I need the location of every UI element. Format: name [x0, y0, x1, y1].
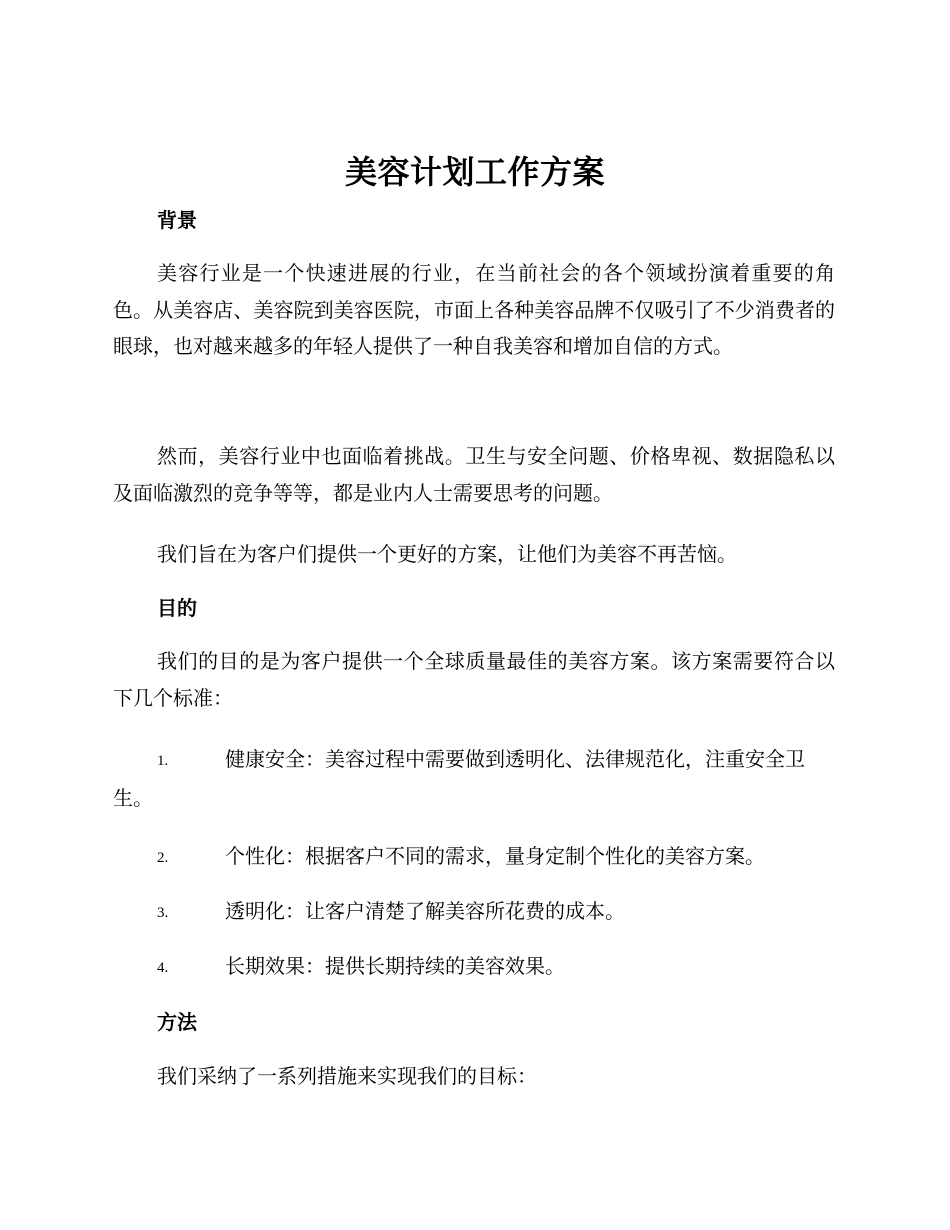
- list-number: 2.: [157, 850, 169, 866]
- goal-intro-paragraph: 我们的目的是为客户提供一个全球质量最佳的美容方案。该方案需要符合以下几个标准：: [113, 649, 835, 710]
- list-number: 1.: [157, 753, 169, 769]
- goal-list-item-4: [113, 948, 835, 987]
- list-number: 3.: [157, 905, 169, 921]
- list-item-text: 个性化：根据客户不同的需求，量身定制个性化的美容方案。: [225, 844, 765, 868]
- section-heading-background: 背景: [157, 208, 197, 232]
- document-title: 美容计划工作方案: [344, 153, 605, 191]
- method-intro-paragraph: 我们采纳了一系列措施来实现我们的目标：: [157, 1064, 537, 1088]
- section-heading-goal: 目的: [157, 596, 197, 620]
- section-heading-method: 方法: [157, 1010, 197, 1034]
- background-paragraph-3: 我们旨在为客户们提供一个更好的方案，让他们为美容不再苦恼。: [157, 542, 737, 566]
- background-paragraph-2: 然而，美容行业中也面临着挑战。卫生与安全问题、价格卑视、数据隐私以及面临激烈的竞争等等，都是业内人士需要思考的问题。: [113, 444, 835, 505]
- list-number: 4.: [157, 960, 169, 976]
- list-item-text: 长期效果：提供长期持续的美容效果。: [225, 954, 565, 978]
- goal-list-item-2: [113, 838, 835, 877]
- goal-list-item-3: [113, 893, 835, 932]
- goal-list-item-1: [113, 741, 835, 816]
- list-item-text: 透明化：让客户清楚了解美容所花费的成本。: [225, 899, 625, 923]
- list-item-text: 健康安全：美容过程中需要做到透明化、法律规范化，注重安全卫生。: [113, 747, 805, 810]
- background-paragraph-1: 美容行业是一个快速进展的行业，在当前社会的各个领域扮演着重要的角色。从美容店、美容院到美容医院，市面上各种美容品牌不仅吸引了不少消费者的眼球，也对越来越多的年轻人提供了一种自我美容和增加自信的方式。: [113, 261, 835, 358]
